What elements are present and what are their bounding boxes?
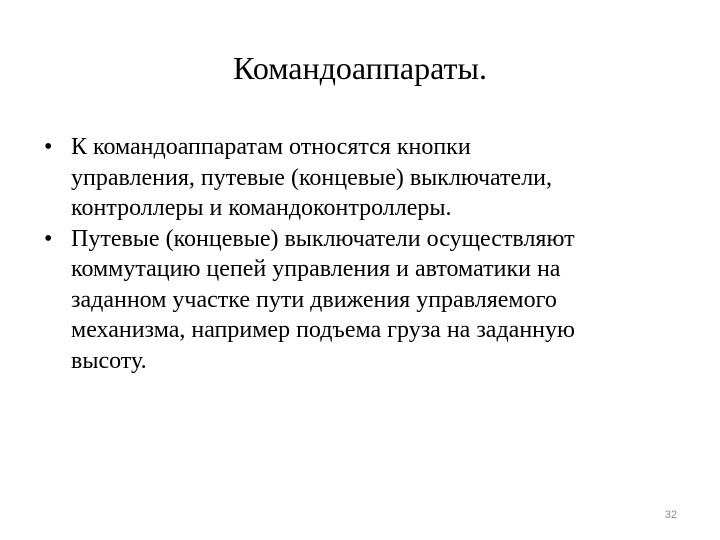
bullet-marker: • [44,225,53,252]
bullet-text-line: контроллеры и командоконтроллеры. [71,195,452,221]
bullet-text-line: заданном участке пути движения управляемого [71,286,557,313]
bullet-item [44,224,684,377]
slide-title: Командоаппараты. [233,50,487,86]
bullet-text-line: К командоаппаратам относятся кнопки [71,134,471,160]
bullet-text-line: коммутацию цепей управления и автоматики на [71,256,561,282]
bullet-text-line: Путевые (концевые) выключатели осуществляют [71,225,575,252]
bullet-marker: • [44,134,53,160]
bullet-list [44,132,684,376]
bullet-text-line: механизма, например подъема груза на заданную [71,317,575,343]
page-number: 32 [664,509,677,521]
bullet-text-line: высоту. [71,347,147,374]
bullet-item [44,132,684,224]
bullet-text-line: управления, путевые (концевые) выключатели, [71,164,553,191]
